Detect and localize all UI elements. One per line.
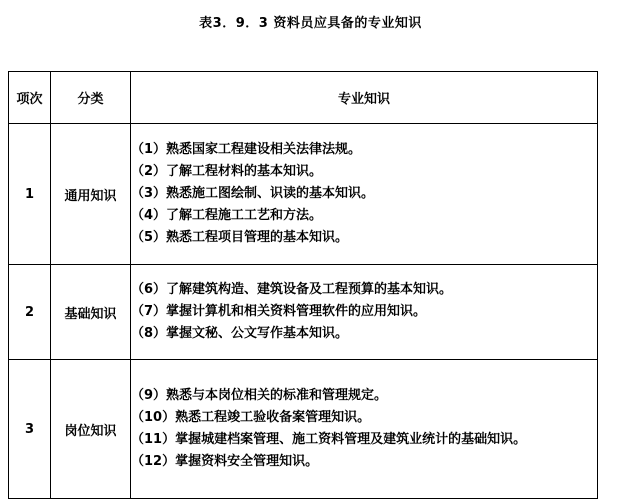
table-title: 表3．9．3 资料员应具备的专业知识 <box>199 16 422 31</box>
knowledge-item: （8）掌握文秘、公文写作基本知识。 <box>131 326 349 341</box>
row-category: 岗位知识 <box>51 360 131 499</box>
knowledge-item: （6）了解建筑构造、建筑设备及工程预算的基本知识。 <box>131 282 453 297</box>
table-row <box>9 124 598 265</box>
header-category: 分类 <box>51 72 131 124</box>
knowledge-item: （12）掌握资料安全管理知识。 <box>131 454 319 469</box>
table-row <box>9 265 598 360</box>
knowledge-item: （11）掌握城建档案管理、施工资料管理及建筑业统计的基础知识。 <box>131 432 527 447</box>
knowledge-item: （7）掌握计算机和相关资料管理软件的应用知识。 <box>131 304 427 319</box>
knowledge-list <box>131 124 598 265</box>
knowledge-list <box>131 360 598 499</box>
header-knowledge: 专业知识 <box>131 72 598 124</box>
row-number: 3 <box>9 360 51 499</box>
row-category: 通用知识 <box>51 124 131 265</box>
knowledge-item: （10）熟悉工程竣工验收备案管理知识。 <box>131 410 371 425</box>
row-number: 2 <box>9 265 51 360</box>
knowledge-item: （1）熟悉国家工程建设相关法律法规。 <box>131 142 362 157</box>
knowledge-list <box>131 265 598 360</box>
row-number: 1 <box>9 124 51 265</box>
knowledge-item: （3）熟悉施工图绘制、识读的基本知识。 <box>131 186 375 201</box>
table-row <box>9 360 598 499</box>
knowledge-item: （4）了解工程施工工艺和方法。 <box>131 208 323 223</box>
table-header-row <box>9 72 598 124</box>
header-item-no: 项次 <box>9 72 51 124</box>
row-category: 基础知识 <box>51 265 131 360</box>
knowledge-item: （5）熟悉工程项目管理的基本知识。 <box>131 230 349 245</box>
knowledge-item: （2）了解工程材料的基本知识。 <box>131 164 323 179</box>
professional-knowledge-table <box>8 71 598 499</box>
knowledge-item: （9）熟悉与本岗位相关的标准和管理规定。 <box>131 388 388 403</box>
